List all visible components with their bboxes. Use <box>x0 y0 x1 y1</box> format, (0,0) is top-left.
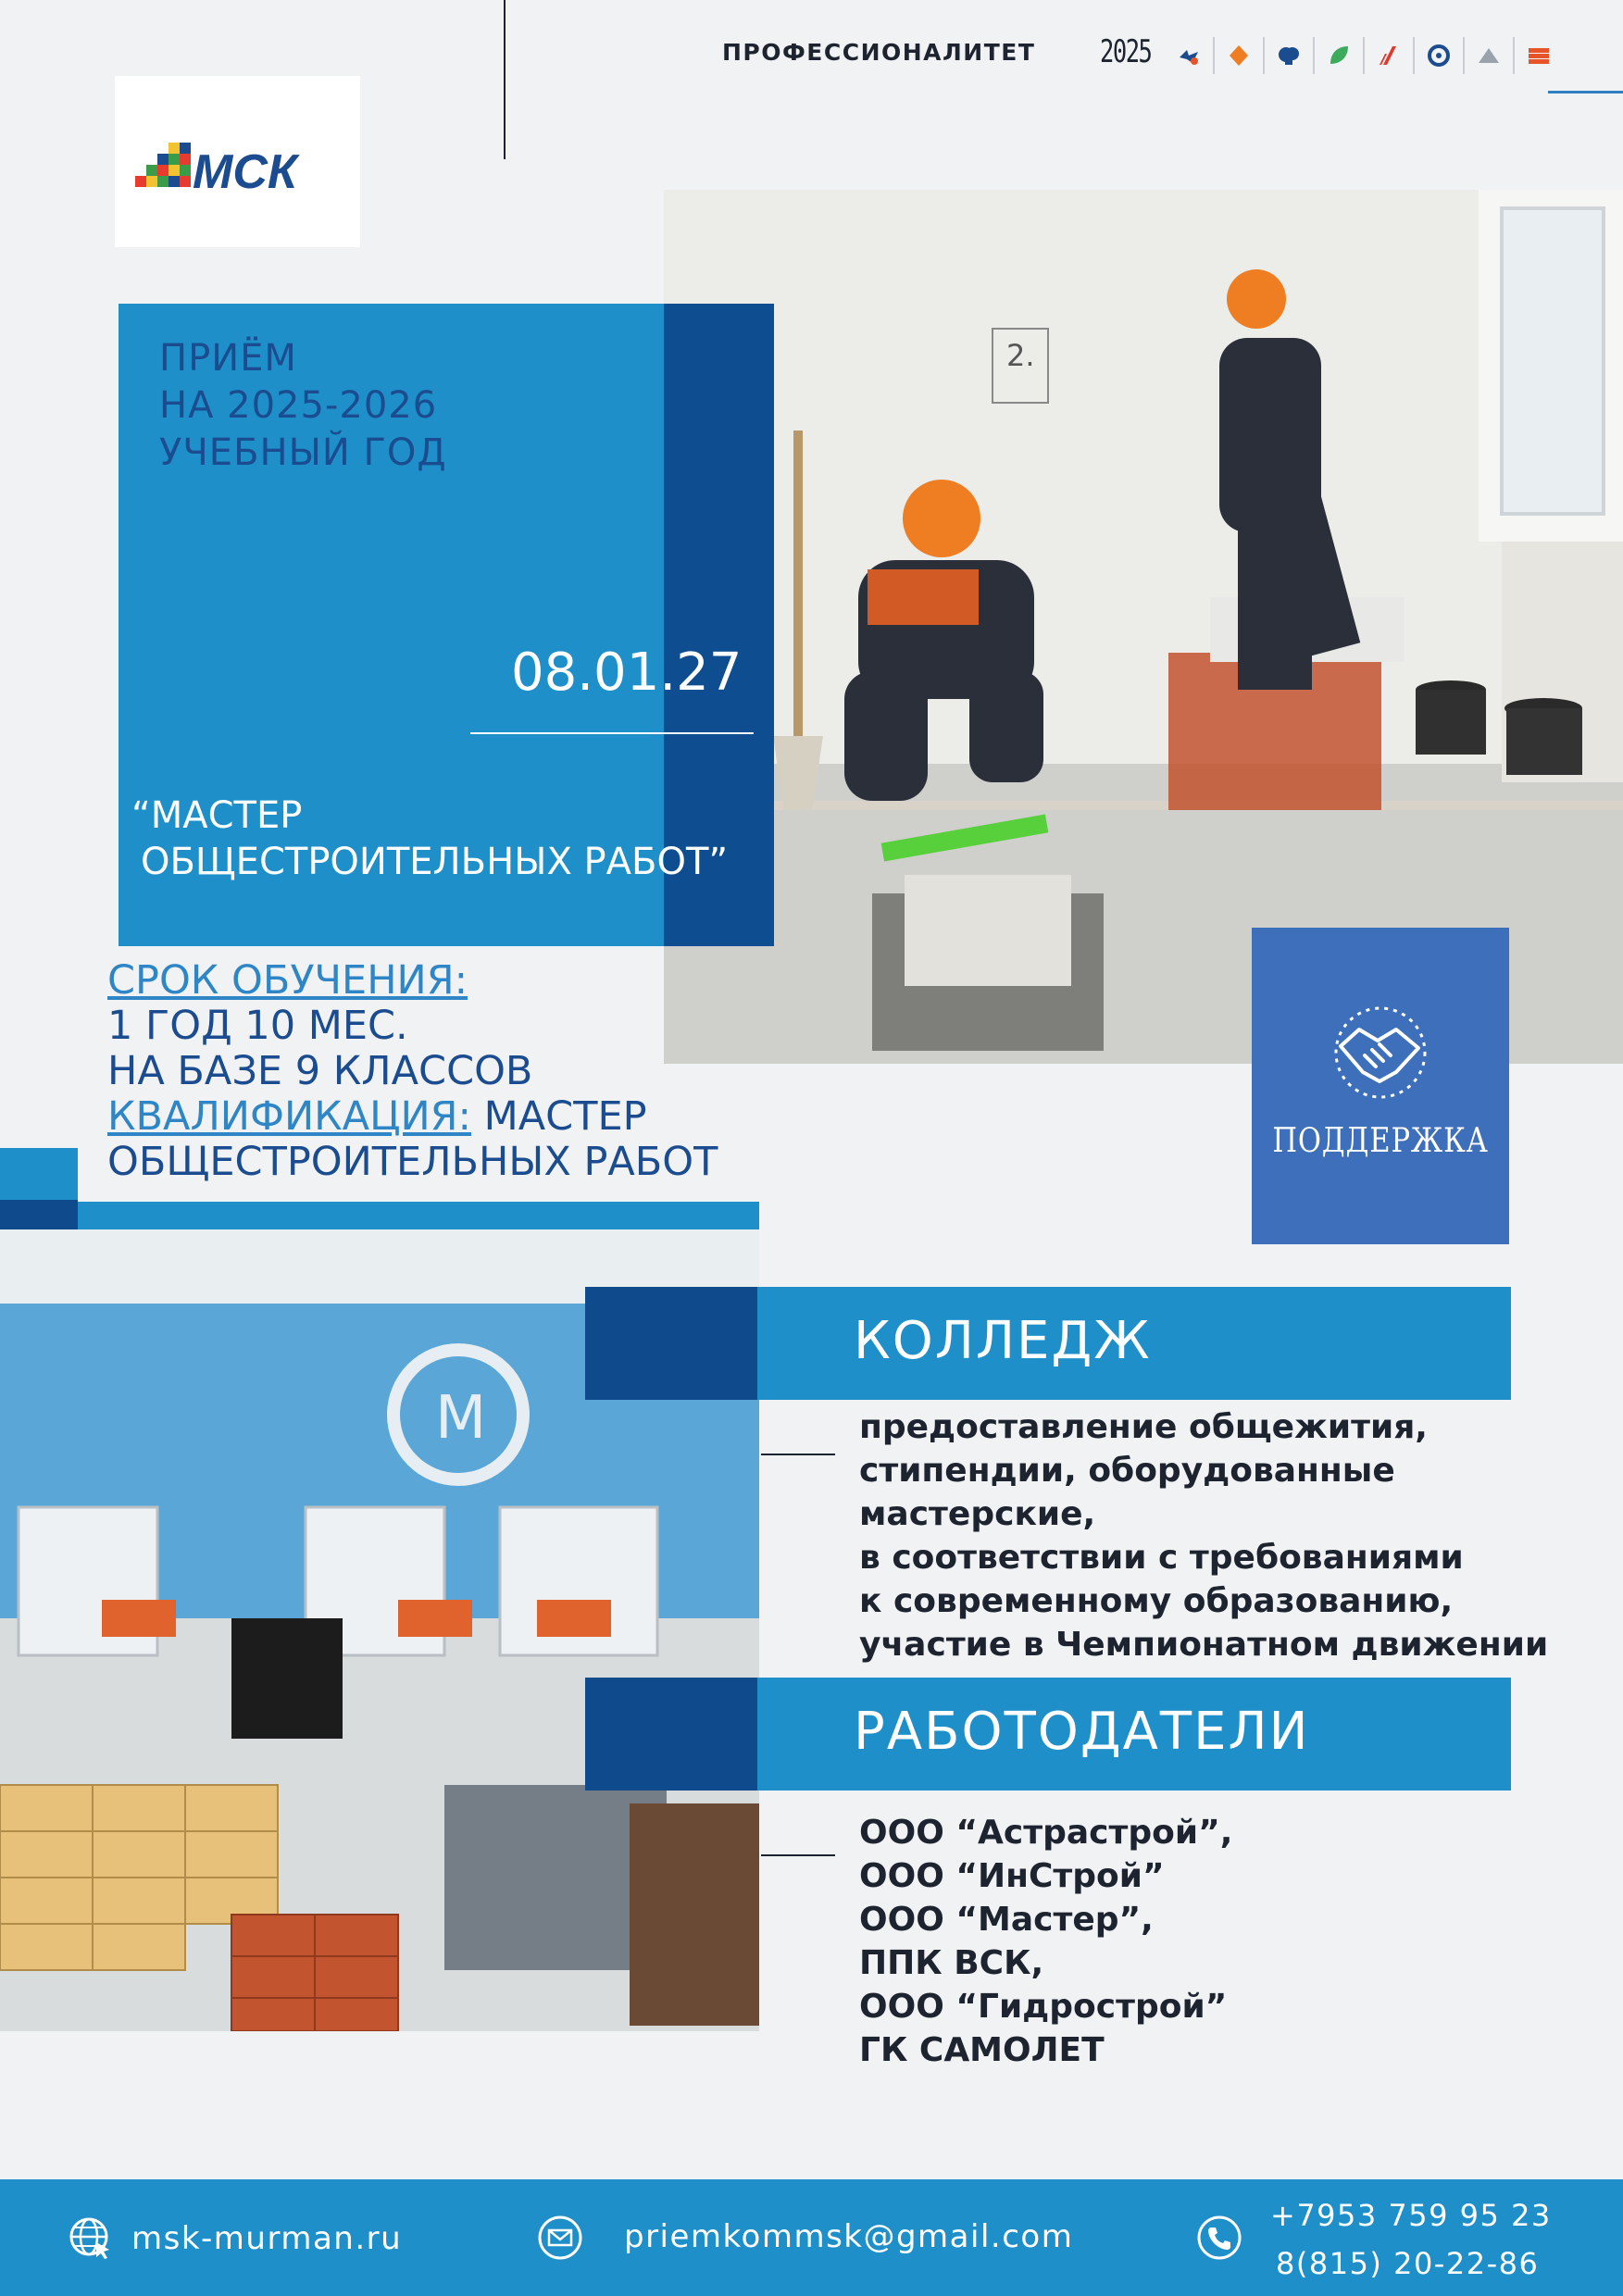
employers-header-accent <box>585 1678 757 1791</box>
header-divider <box>504 0 506 159</box>
workshop-photo-frame <box>78 1202 759 1229</box>
phone-1[interactable]: +7953 759 95 23 <box>1270 2198 1552 2233</box>
svg-text:M: M <box>435 1384 487 1453</box>
study-info <box>107 958 718 1185</box>
red-slash-icon <box>1365 37 1415 74</box>
logo-text: МСК <box>193 145 297 199</box>
admission-base: НА БАЗЕ 9 КЛАССОВ <box>107 1048 533 1094</box>
employers-connector <box>761 1854 835 1856</box>
corner-accent-navy <box>0 1200 78 1229</box>
qualification-label: КВАЛИФИКАЦИЯ: <box>107 1093 471 1140</box>
header-accent-line <box>1548 91 1623 94</box>
program-name-line-2: ОБЩЕСТРОИТЕЛЬНЫХ РАБОТ” <box>141 841 729 883</box>
phone-icon <box>1196 2215 1242 2261</box>
handshake-icon <box>1322 1002 1439 1104</box>
college-benefit-4: в соответствии с требованиями <box>859 1539 1464 1577</box>
industry-icon <box>1165 37 1215 74</box>
college-connector <box>761 1454 835 1455</box>
target-icon <box>1415 37 1465 74</box>
employer-4: ППК ВСК, <box>859 1944 1044 1982</box>
website-link[interactable]: msk-murman.ru <box>131 2220 403 2257</box>
admission-line-2: НА 2025-2026 <box>159 384 438 427</box>
college-benefit-3: мастерские, <box>859 1495 1096 1533</box>
duration-label: СРОК ОБУЧЕНИЯ: <box>107 957 468 1004</box>
admission-heading <box>159 335 447 477</box>
employers-title: РАБОТОДАТЕЛИ <box>854 1702 1310 1762</box>
blue-shape-icon <box>1265 37 1315 74</box>
orange-drop-icon <box>1215 37 1265 74</box>
employer-2: ООО “ИнСтрой” <box>859 1857 1165 1895</box>
globe-icon <box>67 2215 113 2261</box>
college-benefit-5: к современному образованию, <box>859 1582 1454 1620</box>
program-code-divider <box>470 732 754 734</box>
brand-year: 2025 <box>1100 33 1152 70</box>
college-benefit-1: предоставление общежития, <box>859 1408 1428 1446</box>
employer-3: ООО “Мастер”, <box>859 1901 1154 1939</box>
employer-5: ООО “Гидрострой” <box>859 1988 1228 2026</box>
employers-list <box>859 1811 1232 2072</box>
college-header-accent <box>585 1287 757 1400</box>
program-name-line-1: “МАСТЕР <box>131 794 303 837</box>
admission-line-3: УЧЕБНЫЙ ГОД <box>159 431 447 474</box>
program-name <box>131 792 728 885</box>
employer-1: ООО “Астрастрой”, <box>859 1814 1233 1852</box>
college-benefit-2: стипендии, оборудованные <box>859 1452 1395 1490</box>
green-leaf-icon <box>1315 37 1365 74</box>
employer-6: ГК САМОЛЕТ <box>859 2031 1105 2069</box>
college-benefits <box>859 1405 1548 1666</box>
svg-text:2.: 2. <box>1006 338 1035 373</box>
qualification-value-2: ОБЩЕСТРОИТЕЛЬНЫХ РАБОТ <box>107 1139 718 1185</box>
qualification-value-1: МАСТЕР <box>470 1093 647 1140</box>
admission-line-1: ПРИЁМ <box>159 337 297 380</box>
brand-name: ПРОФЕССИОНАЛИТЕТ <box>722 39 1036 66</box>
logo-mosaic-icon <box>135 143 191 187</box>
college-benefit-6: участие в Чемпионатном движении <box>859 1626 1549 1664</box>
support-card <box>1252 928 1509 1244</box>
footer <box>0 2179 1623 2296</box>
industry-icons-row <box>1165 37 1563 74</box>
program-code: 08.01.27 <box>511 643 743 703</box>
mountain-icon <box>1465 37 1515 74</box>
college-logo <box>115 76 360 247</box>
college-title: КОЛЛЕДЖ <box>854 1311 1152 1371</box>
bricks-icon <box>1515 37 1563 74</box>
duration-value: 1 ГОД 10 МЕС. <box>107 1003 408 1049</box>
support-label: ПОДДЕРЖКА <box>1272 1122 1489 1160</box>
email-icon <box>537 2215 583 2261</box>
email-link[interactable]: priemkommsk@gmail.com <box>624 2218 1074 2255</box>
phone-2[interactable]: 8(815) 20-22-86 <box>1276 2246 1540 2281</box>
